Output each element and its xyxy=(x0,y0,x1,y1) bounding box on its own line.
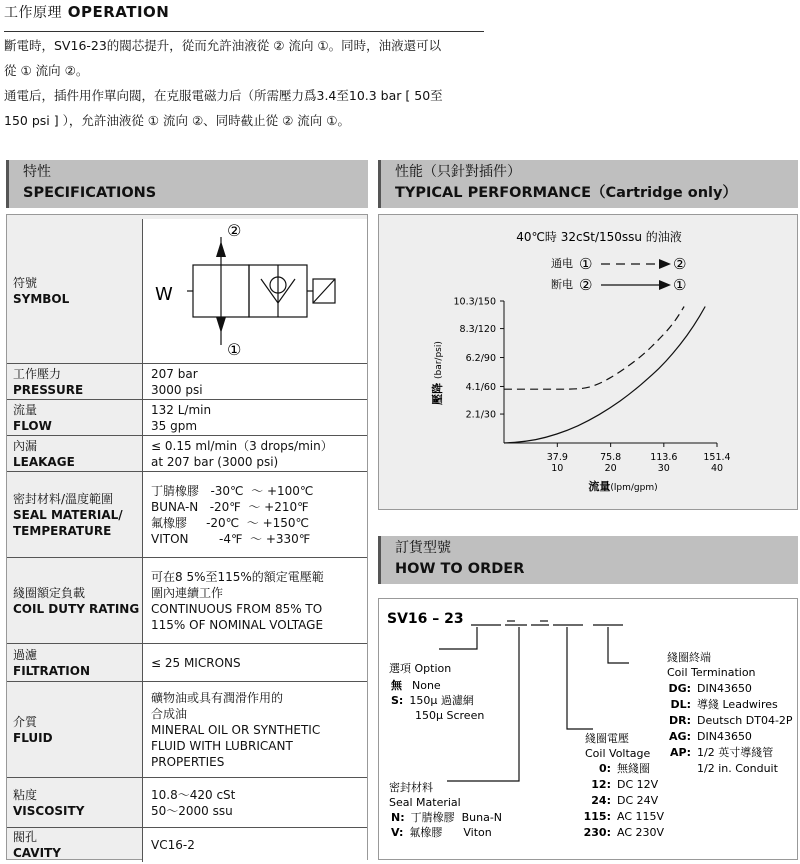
termination-desc: DIN43650 xyxy=(697,682,752,695)
operation-line-1: 斷電時，SV16-23的閥芯提升，從而允許油液從 ② 流向 ①。同時，油液還可以 xyxy=(4,38,442,53)
operation-title-en: OPERATION xyxy=(67,3,170,21)
voltage-desc: 無綫圈 xyxy=(617,762,650,775)
spec-value-line: 合成油 xyxy=(151,706,188,721)
performance-heading xyxy=(378,160,798,208)
spec-value-line: VITON -4℉ ～ +330℉ xyxy=(151,531,311,546)
spec-row xyxy=(7,364,367,400)
spec-label-zh: 粘度 xyxy=(13,787,38,802)
legend-from: ② xyxy=(579,276,593,294)
spec-label-zh: 閥孔 xyxy=(13,829,38,844)
legend-label: 断电 xyxy=(551,278,573,291)
order-heading-zh: 訂貨型號 xyxy=(395,540,451,556)
spec-label-symbol xyxy=(7,219,143,364)
x-axis-label-unit: (lpm/gpm) xyxy=(610,483,658,493)
spec-value-line: 丁腈橡膠 -30℃ ～ +100℃ xyxy=(151,483,314,498)
spec-label-en: FLOW xyxy=(13,418,52,433)
order-diagram xyxy=(378,598,798,860)
spec-value-line: BUNA-N -20℉ ～ +210℉ xyxy=(151,499,309,514)
voltage-code: 230: xyxy=(583,826,611,839)
voltage-desc: DC 24V xyxy=(617,794,659,807)
option-item: S: 150μ 過濾網 xyxy=(391,694,474,707)
voltage-code: 115: xyxy=(583,810,611,823)
option-title: 選項 Option xyxy=(389,662,452,675)
legend-to: ① xyxy=(673,276,687,294)
operation-line-3: 通電后，插件用作單向閥，在克服電磁力后（所需壓力爲3.4至10.3 bar [ 50至 xyxy=(4,88,443,103)
spec-label-en: FLUID xyxy=(13,730,53,745)
spec-label-en: FILTRATION xyxy=(13,663,90,678)
legend-from: ① xyxy=(579,255,593,273)
chart-legend xyxy=(551,255,686,294)
option-item: 無 None xyxy=(391,679,441,692)
spec-label-zh: 密封材料/溫度範圍 xyxy=(13,491,114,506)
voltage-code: 0: xyxy=(598,762,611,775)
voltage-desc: DC 12V xyxy=(617,778,659,791)
y-tick-label: 2.1/30 xyxy=(465,409,496,421)
chart-axes xyxy=(504,301,717,443)
spec-label-en: SYMBOL xyxy=(13,292,70,306)
order-model: SV16 – 23 xyxy=(387,611,464,627)
option-item: 150μ Screen xyxy=(415,709,485,722)
order-heading xyxy=(378,536,798,584)
spec-row xyxy=(7,644,367,682)
y-tick-label: 8.3/120 xyxy=(459,324,496,336)
termination-code: AP: xyxy=(670,746,691,759)
spec-row xyxy=(7,778,367,828)
x-tick-label: 10 xyxy=(551,463,564,474)
y-axis-label-unit: (bar/psi) xyxy=(434,341,444,380)
spec-value-line: ≤ 0.15 ml/min（3 drops/min） xyxy=(151,438,333,453)
operation-line-2: 從 ① 流向 ②。 xyxy=(4,63,89,78)
spec-row-symbol xyxy=(7,219,367,364)
legend-to: ② xyxy=(673,255,687,273)
specifications-heading xyxy=(6,160,368,208)
port-1-label: ① xyxy=(227,340,242,359)
seal-title-zh: 密封材料 xyxy=(389,781,433,794)
spec-label-zh: 過濾 xyxy=(13,647,38,662)
y-tick-label: 4.1/60 xyxy=(465,381,496,393)
specifications-table xyxy=(6,214,368,860)
operation-title xyxy=(4,2,169,22)
spec-value-line: 35 gpm xyxy=(151,418,198,433)
termination-desc: 1/2 in. Conduit xyxy=(697,762,778,775)
series-line-energized xyxy=(504,307,684,390)
leader-option xyxy=(439,627,477,649)
x-tick-label: 75.8 xyxy=(600,452,622,463)
spec-label-zh: 內漏 xyxy=(13,438,38,453)
spec-row xyxy=(7,682,367,778)
spec-value-line: VC16-2 xyxy=(151,837,195,852)
x-tick-label: 40 xyxy=(710,463,724,474)
termination-code: AG: xyxy=(669,730,691,743)
order-code-diagram xyxy=(379,599,797,859)
spec-label-en: PRESSURE xyxy=(13,382,84,397)
spec-value-line: PROPERTIES xyxy=(151,754,225,769)
x-tick-label: 37.9 xyxy=(546,452,568,463)
performance-heading-zh: 性能（只針對插件） xyxy=(395,164,521,180)
specifications-heading-zh: 特性 xyxy=(23,164,51,180)
termination-desc: DIN43650 xyxy=(697,730,752,743)
spec-value-line: 圍內連續工作 xyxy=(151,585,224,600)
termination-title-zh: 綫圈終端 xyxy=(667,651,711,664)
spec-value-line: FLUID WITH LUBRICANT xyxy=(151,738,293,753)
spec-row xyxy=(7,558,367,644)
spec-label-en: CAVITY xyxy=(13,845,61,860)
voltage-code: 24: xyxy=(591,794,611,807)
operation-line-4: 150 psi ] ），允許油液從 ① 流向 ②、同時截止從 ② 流向 ①。 xyxy=(4,113,350,128)
x-tick-label: 113.6 xyxy=(650,452,678,463)
spec-row xyxy=(7,436,367,472)
spec-value-line: 207 bar xyxy=(151,366,198,381)
y-axis-label-main: 壓降 xyxy=(431,382,444,405)
spring-symbol: W xyxy=(155,284,173,305)
spec-label-en: SEAL MATERIAL/ TEMPERATURE xyxy=(13,507,123,538)
termination-desc: 1/2 英寸導綫管 xyxy=(697,746,774,759)
y-tick-label: 6.2/90 xyxy=(465,353,496,365)
spec-value-line: 115% OF NOMINAL VOLTAGE xyxy=(151,617,324,632)
spec-row xyxy=(7,828,367,862)
y-tick-label: 10.3/150 xyxy=(453,296,496,308)
voltage-title-zh: 綫圈電壓 xyxy=(585,732,629,745)
seal-title-en: Seal Material xyxy=(389,796,461,809)
voltage-desc: AC 230V xyxy=(617,826,665,839)
series-line-de-energized xyxy=(504,307,705,444)
x-axis-label xyxy=(588,479,657,493)
spec-label-en: VISCOSITY xyxy=(13,803,85,818)
spec-value-line: ≤ 25 MICRONS xyxy=(151,655,241,670)
x-axis-label-main: 流量 xyxy=(588,480,611,493)
termination-code: DG: xyxy=(668,682,691,695)
specifications-heading-en: SPECIFICATIONS xyxy=(23,185,157,201)
termination-title-en: Coil Termination xyxy=(667,666,756,679)
port-2-label: ② xyxy=(227,221,242,240)
termination-desc: 導綫 Leadwires xyxy=(697,698,778,711)
spec-value-line: 可在8 5%至115%的額定電壓範 xyxy=(151,569,324,584)
spec-value-line: 10.8～420 cSt xyxy=(151,787,236,802)
spec-value-line: 礦物油或具有潤滑作用的 xyxy=(151,690,284,705)
voltage-code: 12: xyxy=(591,778,611,791)
legend-arrow xyxy=(659,280,671,290)
leader-voltage xyxy=(567,627,593,729)
spec-label-zh: 介質 xyxy=(13,714,38,729)
spec-value-line: 132 L/min xyxy=(151,402,212,417)
operation-rule xyxy=(4,31,484,32)
spec-row xyxy=(7,472,367,558)
legend-label: 通电 xyxy=(551,257,573,270)
spec-row xyxy=(7,400,367,436)
voltage-desc: AC 115V xyxy=(617,810,665,823)
performance-chart xyxy=(379,215,797,509)
x-tick-label: 30 xyxy=(657,463,670,474)
spec-value-line: 50～2000 ssu xyxy=(151,803,233,818)
seal-item: N: 丁腈橡膠 Buna-N xyxy=(391,811,503,824)
voltage-title-en: Coil Voltage xyxy=(585,747,651,760)
order-heading-en: HOW TO ORDER xyxy=(395,561,525,577)
spec-label-en: LEAKAGE xyxy=(13,454,75,469)
spec-value-line: at 207 bar (3000 psi) xyxy=(151,454,279,469)
chart-ticks xyxy=(454,297,731,475)
termination-code: DR: xyxy=(669,714,691,727)
chart-title: 40℃時 32cSt/150ssu 的油液 xyxy=(516,230,682,244)
leader-termination xyxy=(608,627,629,663)
performance-heading-en: TYPICAL PERFORMANCE（Cartridge only） xyxy=(395,185,737,201)
spec-label-zh: 流量 xyxy=(13,402,38,417)
performance-panel xyxy=(378,214,798,510)
spec-label-zh: 符號 xyxy=(13,276,38,290)
y-axis-label xyxy=(430,341,444,405)
seal-item: V: 氟橡膠 Viton xyxy=(391,826,492,839)
termination-code: DL: xyxy=(670,698,691,711)
spec-label-en: COIL DUTY RATING xyxy=(13,601,140,616)
spec-value-line: 氟橡膠 -20℃ ～ +150℃ xyxy=(151,515,310,530)
spec-value-line: MINERAL OIL OR SYNTHETIC xyxy=(151,722,321,737)
x-tick-label: 20 xyxy=(604,463,617,474)
x-tick-label: 151.4 xyxy=(703,452,731,463)
legend-arrow xyxy=(659,259,671,269)
operation-title-zh: 工作原理 xyxy=(4,5,62,21)
spec-label-zh: 綫圈額定負載 xyxy=(13,585,86,600)
spec-value-line: 3000 psi xyxy=(151,382,203,397)
spec-label-zh: 工作壓力 xyxy=(13,366,62,381)
valve-symbol xyxy=(143,219,367,359)
spec-value-line: CONTINUOUS FROM 85% TO xyxy=(151,601,323,616)
chart-series xyxy=(504,307,705,444)
termination-desc: Deutsch DT04-2P xyxy=(697,714,793,727)
spec-value-symbol xyxy=(143,219,368,364)
